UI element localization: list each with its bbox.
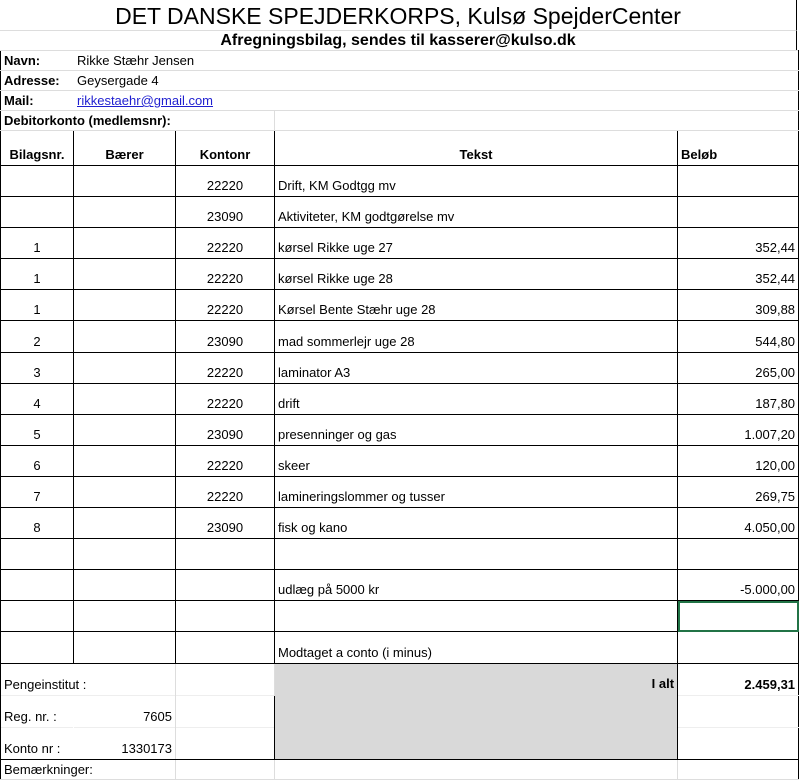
tekst-cell[interactable]: kørsel Rikke uge 27 — [275, 228, 678, 259]
sheet-title: DET DANSKE SPEJDERKORPS, Kulsø SpejderCenter — [0, 0, 797, 30]
bilag-cell[interactable] — [1, 601, 74, 632]
table-row — [1, 290, 799, 321]
remarks-label: Bemærkninger: — [1, 760, 176, 780]
belob-cell[interactable]: 1.007,20 — [678, 414, 799, 445]
cell[interactable] — [678, 71, 799, 91]
konto-label: Konto nr : — [1, 728, 74, 760]
bilag-cell[interactable]: 1 — [1, 259, 74, 290]
name-label: Navn: — [1, 51, 74, 71]
kontonr-cell[interactable]: 23090 — [176, 321, 275, 352]
table-row — [1, 228, 799, 259]
total-value: 2.459,31 — [678, 663, 799, 695]
kontonr-cell[interactable]: 22220 — [176, 228, 275, 259]
table-row — [1, 259, 799, 290]
table-row — [1, 601, 799, 632]
baerer-cell[interactable] — [74, 352, 176, 383]
reg-value[interactable]: 7605 — [74, 695, 176, 727]
belob-cell[interactable]: 269,75 — [678, 476, 799, 507]
kontonr-cell[interactable] — [176, 539, 275, 570]
cell[interactable] — [176, 695, 275, 727]
belob-cell[interactable]: 4.050,00 — [678, 508, 799, 539]
kontonr-cell[interactable] — [176, 601, 275, 632]
kontonr-cell[interactable]: 22220 — [176, 166, 275, 197]
baerer-cell[interactable] — [74, 539, 176, 570]
kontonr-cell[interactable]: 22220 — [176, 352, 275, 383]
baerer-cell[interactable] — [74, 228, 176, 259]
bilag-cell[interactable]: 1 — [1, 290, 74, 321]
col-bilagsnr: Bilagsnr. — [1, 131, 74, 166]
baerer-cell[interactable] — [74, 508, 176, 539]
tekst-cell[interactable]: drift — [275, 383, 678, 414]
bilag-cell[interactable]: 2 — [1, 321, 74, 352]
table-row — [1, 508, 799, 539]
tekst-cell[interactable]: laminator A3 — [275, 352, 678, 383]
kontonr-cell[interactable]: 22220 — [176, 383, 275, 414]
konto-value[interactable]: 1330173 — [74, 728, 176, 760]
debtor-label: Debitorkonto (medlemsnr): — [1, 111, 275, 131]
tekst-cell[interactable]: mad sommerlejr uge 28 — [275, 321, 678, 352]
tekst-cell[interactable]: kørsel Rikke uge 28 — [275, 259, 678, 290]
cell[interactable] — [176, 760, 275, 780]
kontonr-cell[interactable]: 23090 — [176, 197, 275, 228]
bank-value[interactable] — [176, 663, 275, 695]
bilag-cell[interactable] — [1, 632, 74, 663]
tekst-cell[interactable]: Modtaget a conto (i minus) — [275, 632, 678, 663]
baerer-cell[interactable] — [74, 445, 176, 476]
table-row — [1, 539, 799, 570]
baerer-cell[interactable] — [74, 383, 176, 414]
col-tekst: Tekst — [275, 131, 678, 166]
kontonr-cell[interactable]: 23090 — [176, 414, 275, 445]
cell[interactable] — [678, 91, 799, 111]
baerer-cell[interactable] — [74, 632, 176, 663]
kontonr-cell[interactable]: 22220 — [176, 445, 275, 476]
cell[interactable] — [678, 51, 799, 71]
table-row — [1, 445, 799, 476]
tekst-cell[interactable]: udlæg på 5000 kr — [275, 570, 678, 601]
kontonr-cell[interactable]: 22220 — [176, 290, 275, 321]
tekst-cell[interactable]: lamineringslommer og tusser — [275, 476, 678, 507]
baerer-cell[interactable] — [74, 290, 176, 321]
cell[interactable] — [678, 695, 799, 727]
belob-cell[interactable]: 544,80 — [678, 321, 799, 352]
bilag-cell[interactable]: 7 — [1, 476, 74, 507]
bilag-cell[interactable] — [1, 539, 74, 570]
belob-cell[interactable] — [678, 539, 799, 570]
bilag-cell[interactable]: 1 — [1, 228, 74, 259]
belob-cell[interactable]: -5.000,00 — [678, 570, 799, 601]
table-row — [1, 166, 799, 197]
bilag-cell[interactable]: 5 — [1, 414, 74, 445]
cell[interactable] — [678, 728, 799, 760]
baerer-cell[interactable] — [74, 259, 176, 290]
tekst-cell[interactable] — [275, 601, 678, 632]
bilag-cell[interactable] — [1, 166, 74, 197]
table-row — [1, 476, 799, 507]
baerer-cell[interactable] — [74, 476, 176, 507]
belob-cell[interactable]: 187,80 — [678, 383, 799, 414]
belob-cell[interactable] — [678, 632, 799, 663]
table-row — [1, 321, 799, 352]
name-value[interactable]: Rikke Stæhr Jensen — [74, 51, 678, 71]
cell[interactable] — [678, 111, 799, 131]
belob-cell[interactable]: 120,00 — [678, 445, 799, 476]
baerer-cell[interactable] — [74, 414, 176, 445]
bilag-cell[interactable]: 4 — [1, 383, 74, 414]
tekst-cell[interactable] — [275, 539, 678, 570]
tekst-cell[interactable]: Aktiviteter, KM godtgørelse mv — [275, 197, 678, 228]
voucher-table — [0, 50, 799, 780]
total-label: I alt — [275, 663, 678, 760]
table-row — [1, 570, 799, 601]
bilag-cell[interactable]: 3 — [1, 352, 74, 383]
kontonr-cell[interactable]: 22220 — [176, 259, 275, 290]
tekst-cell[interactable]: fisk og kano — [275, 508, 678, 539]
table-row — [1, 414, 799, 445]
bilag-cell[interactable] — [1, 570, 74, 601]
belob-cell[interactable] — [678, 601, 799, 632]
bank-label: Pengeinstitut : — [1, 663, 176, 695]
col-baerer: Bærer — [74, 131, 176, 166]
table-row — [1, 632, 799, 663]
mail-label: Mail: — [1, 91, 74, 111]
baerer-cell[interactable] — [74, 166, 176, 197]
belob-cell[interactable]: 309,88 — [678, 290, 799, 321]
bilag-cell[interactable]: 8 — [1, 508, 74, 539]
baerer-cell[interactable] — [74, 570, 176, 601]
tekst-cell[interactable]: presenninger og gas — [275, 414, 678, 445]
col-belob: Beløb — [678, 131, 799, 166]
kontonr-cell[interactable]: 23090 — [176, 508, 275, 539]
belob-cell[interactable] — [678, 166, 799, 197]
address-value[interactable]: Geysergade 4 — [74, 71, 678, 91]
bilag-cell[interactable]: 6 — [1, 445, 74, 476]
debtor-value[interactable] — [275, 111, 678, 131]
belob-cell[interactable]: 352,44 — [678, 228, 799, 259]
tekst-cell[interactable]: skeer — [275, 445, 678, 476]
mail-link[interactable]: rikkestaehr@gmail.com — [77, 93, 214, 108]
col-kontonr: Kontonr — [176, 131, 275, 166]
remarks-value[interactable] — [275, 760, 678, 780]
kontonr-cell[interactable] — [176, 632, 275, 663]
table-row — [1, 352, 799, 383]
tekst-cell[interactable]: Kørsel Bente Stæhr uge 28 — [275, 290, 678, 321]
reg-label: Reg. nr. : — [1, 695, 74, 727]
cell[interactable] — [678, 760, 799, 780]
baerer-cell[interactable] — [74, 601, 176, 632]
table-row — [1, 197, 799, 228]
belob-cell[interactable] — [678, 197, 799, 228]
baerer-cell[interactable] — [74, 321, 176, 352]
cell[interactable] — [176, 728, 275, 760]
kontonr-cell[interactable]: 22220 — [176, 476, 275, 507]
tekst-cell[interactable]: Drift, KM Godtgg mv — [275, 166, 678, 197]
kontonr-cell[interactable] — [176, 570, 275, 601]
sheet-subtitle: Afregningsbilag, sendes til kasserer@kulso.dk — [0, 30, 797, 50]
baerer-cell[interactable] — [74, 197, 176, 228]
belob-cell[interactable]: 352,44 — [678, 259, 799, 290]
belob-cell[interactable]: 265,00 — [678, 352, 799, 383]
table-row — [1, 383, 799, 414]
address-label: Adresse: — [1, 71, 74, 91]
bilag-cell[interactable] — [1, 197, 74, 228]
